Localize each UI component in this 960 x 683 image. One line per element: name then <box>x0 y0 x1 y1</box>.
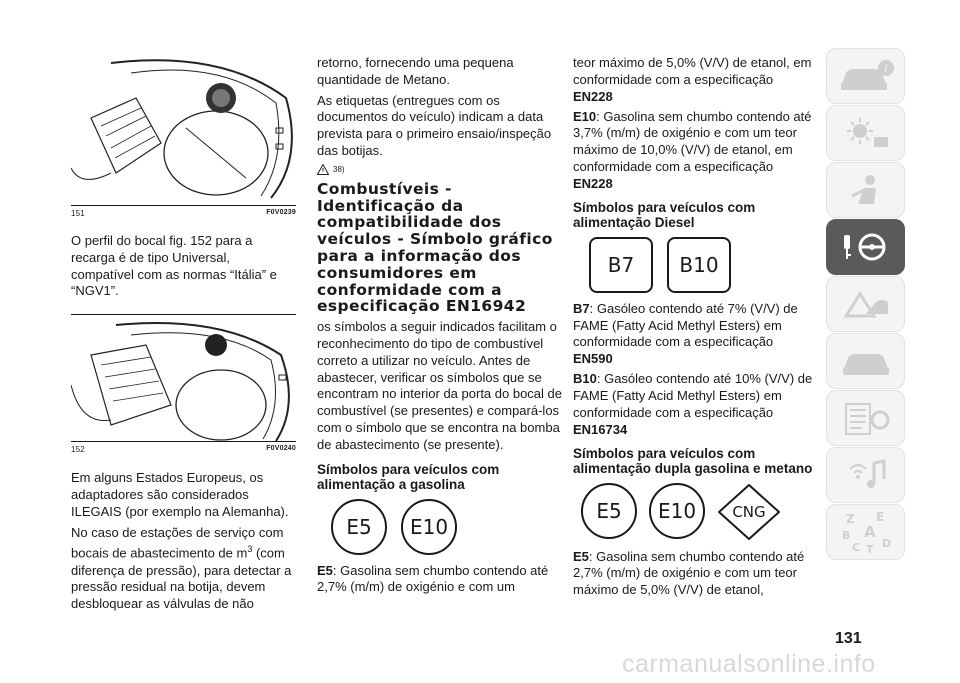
diesel-symbols <box>589 237 818 293</box>
e5-symbol: E5 <box>581 483 637 539</box>
figure-code: F0V0240 <box>266 445 296 453</box>
watermark: carmanualsonline.info <box>622 650 876 678</box>
starting-driving-icon <box>836 227 896 267</box>
tab-airbag-safety[interactable] <box>826 162 905 218</box>
airbag-safety-icon <box>836 170 896 210</box>
fuel-door-illustration <box>71 58 296 206</box>
standard-code: EN228 <box>573 175 613 191</box>
fuel-door-illustration <box>71 315 296 443</box>
paragraph: B7: Gasóleo contendo até 7% (V/V) de FAME (Fatty Acid Methyl Esters) em conformidade com a especificação <box>573 300 798 350</box>
index-letter: B <box>841 529 850 542</box>
e10-symbol: E10 <box>649 483 705 539</box>
figure-caption <box>71 445 296 454</box>
paragraph: retorno, fornecendo uma pequena quantidade de Metano. <box>317 55 514 87</box>
figure-caption <box>71 209 296 218</box>
dual-fuel-symbols <box>581 483 818 541</box>
paragraph: O perfil do bocal fig. 152 para a recarga é de tipo Universal, compatível com as normas “Itália” e “NGV1”. <box>71 233 277 299</box>
maintenance-icon <box>836 341 896 381</box>
index-letter: Z <box>845 512 855 526</box>
index-letter: C <box>851 541 860 554</box>
paragraph: E5: Gasolina sem chumbo contendo até 2,7% (m/m) de oxigénio e com um <box>317 562 549 595</box>
index-letter: T <box>865 543 874 556</box>
tab-maintenance[interactable] <box>826 333 905 389</box>
right-column <box>573 55 818 603</box>
figure-number: 152 <box>71 445 85 455</box>
index-letter: E <box>875 510 884 524</box>
subsection-heading: Símbolos para veículos com alimentação dupla gasolina e metano <box>573 445 813 477</box>
figure-number: 151 <box>71 209 85 218</box>
tab-technical-data[interactable] <box>826 390 905 446</box>
subsection-heading: Símbolos para veículos com alimentação a gasolina <box>317 461 500 493</box>
b7-symbol: B7 <box>589 237 653 293</box>
index-icon <box>836 507 896 557</box>
left-column <box>71 0 296 617</box>
standard-code: EN16734 <box>573 421 628 437</box>
emergency-icon <box>836 284 896 324</box>
tab-index[interactable] <box>826 504 905 560</box>
cng-symbol <box>717 483 781 541</box>
paragraph: As etiquetas (entregues com os documentos do veículo) indicam a data prevista para o primeiro ensaio/inspeção das botijas. <box>317 92 552 158</box>
figure-152 <box>71 314 296 442</box>
tab-multimedia[interactable] <box>826 447 905 503</box>
e10-symbol: E10 <box>401 499 457 555</box>
cng-label: CNG <box>732 502 766 521</box>
tab-dashboard-lights[interactable] <box>826 105 905 161</box>
standard-code: EN590 <box>573 351 613 367</box>
multimedia-icon <box>836 455 896 495</box>
standard-code: EN228 <box>573 88 613 104</box>
paragraph: No caso de estações de serviço com bocais de abastecimento de $m^3$ (com diferença de pressão), para detectar a pressão residual na botija, devem desbloquear as válvulas de não <box>71 524 292 612</box>
middle-column <box>317 55 565 600</box>
figure-code: F0V0239 <box>266 209 296 216</box>
chapter-sidebar <box>826 48 905 561</box>
e5-symbol: E5 <box>331 499 387 555</box>
paragraph: E5: Gasolina sem chumbo contendo até 2,7% (m/m) de oxigénio e com um teor máximo de 5,0% (V/V) de etanol, <box>573 548 805 598</box>
paragraph: os símbolos a seguir indicados facilitam o reconhecimento do tipo de combustível correto a utilizar no veículo. Antes de abastecer, verificar os símbolos que se encontram no interior da porta do bocal de combustível (se presentes) e compará-los com o símbolo que se encontra na bomba de abastecimento (se presente). <box>317 319 562 452</box>
paragraph: E10: Gasolina sem chumbo contendo até 3,7% (m/m) de oxigénio e com um teor máximo de 10,0% (V/V) de etanol, em conformidade com a especificação <box>573 108 812 174</box>
b10-symbol: B10 <box>667 237 731 293</box>
paragraph: teor máximo de 5,0% (V/V) de etanol, em conformidade com a especificação <box>573 55 812 87</box>
gasoline-symbols <box>331 499 565 555</box>
car-info-icon <box>836 56 896 96</box>
svg-text:i: i <box>883 62 888 75</box>
tab-car-info[interactable] <box>826 48 905 104</box>
index-letter: A <box>863 523 876 541</box>
warning-triangle-icon <box>317 164 329 175</box>
figure-151 <box>71 58 296 206</box>
warning-reference <box>317 164 565 175</box>
paragraph: B10: Gasóleo contendo até 10% (V/V) de FAME (Fatty Acid Methyl Esters) em conformidade com a especificação <box>573 371 813 420</box>
technical-data-icon <box>836 398 896 438</box>
tab-starting-driving[interactable] <box>826 219 905 275</box>
subsection-heading: Símbolos para veículos com alimentação Diesel <box>573 199 756 231</box>
dashboard-lights-icon <box>836 113 896 153</box>
tab-emergency[interactable] <box>826 276 905 332</box>
paragraph: Em alguns Estados Europeus, os adaptadores são considerados ILEGAIS (por exemplo na Alemanha). <box>71 470 289 519</box>
section-heading: Combustíveis - Identificação da compatibilidade dos veículos - Símbolo gráfico para a informação dos consumidores em conformidade com a especificação EN16942 <box>317 179 553 316</box>
index-letter: D <box>881 537 891 550</box>
warning-ref-number: 38) <box>333 164 345 174</box>
page-number: 131 <box>835 630 862 647</box>
